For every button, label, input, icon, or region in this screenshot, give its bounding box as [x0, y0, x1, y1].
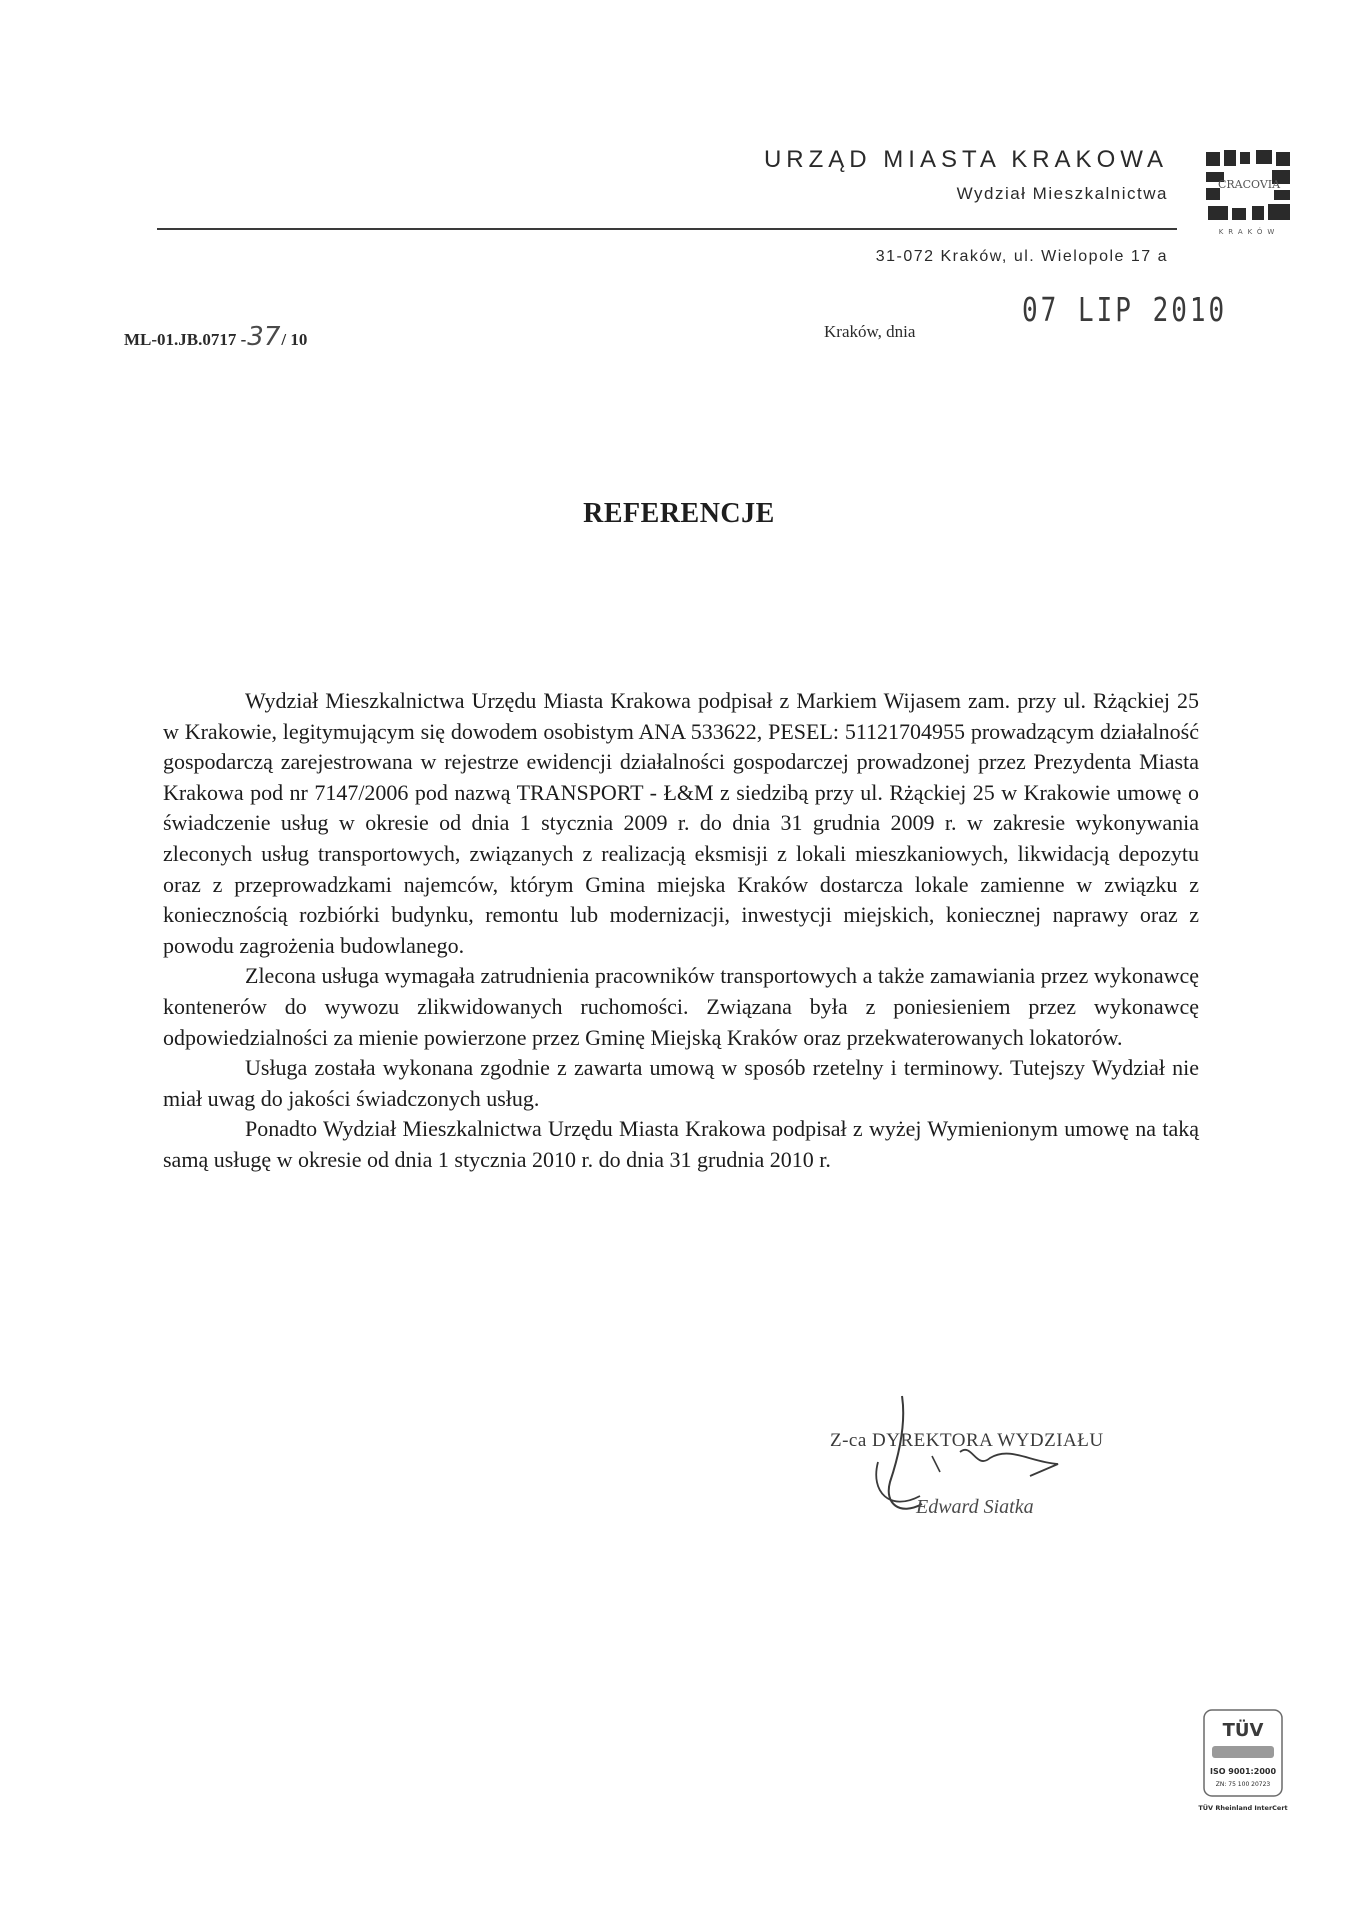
city-crest-logo	[1204, 148, 1294, 238]
signatory-name: Edward Siatka	[916, 1496, 1034, 1518]
certification-registration: ZN: 75 100 20723	[1215, 1781, 1271, 1788]
certification-mark: TÜV	[1222, 1720, 1264, 1741]
reference-handwritten-number: 37	[247, 322, 281, 352]
department-name: Wydział Mieszkalnictwa	[956, 184, 1168, 203]
reference-number	[124, 322, 307, 352]
body-paragraph-2: Zlecona usługa wymagała zatrudnienia pracowników transportowych a także zamawiania przez wykonawcę kontenerów do wywozu zlikwidowanych ruchomości. Związana była z poniesieniem przez wykonawcę odpowiedzialności za mienie powierzone przez Gminę Miejską Kraków oraz przekwaterowanych lokatorów.	[163, 963, 1199, 1050]
document-title: REFERENCJE	[583, 498, 775, 529]
date-stamp: 07 LIP 2010	[1022, 292, 1228, 330]
logo-text: CRACOVIA	[1217, 178, 1281, 191]
certification-standard: ISO 9001:2000	[1209, 1767, 1277, 1776]
office-name: URZĄD MIASTA KRAKOWA	[763, 146, 1168, 173]
signatory-title: Z-ca DYREKTORA WYDZIAŁU	[830, 1430, 1104, 1451]
reference-suffix: / 10	[281, 330, 308, 349]
body-paragraph-1: Wydział Mieszkalnictwa Urzędu Miasta Krakowa podpisał z Markiem Wijasem zam. przy ul. Rżąckiej 25 w Krakowie, legitymującym się dowodem osobistym ANA 533622, PESEL: 51121704955 prowadzącym działalność gospodarczą zarejestrowana w rejestrze ewidencji działalności gospodarczej prowadzonej przez Prezydenta Miasta Krakowa pod nr 7147/2006 pod nazwą TRANSPORT - Ł&M z siedzibą przy ul. Rżąckiej 25 w Krakowie umowę o świadczenie usług w okresie od dnia 1 stycznia 2009 r. do dnia 31 grudnia 2009 r. w zakresie wykonywania zleconych usług transportowych, związanych z realizacją eksmisji z lokali mieszkaniowych, likwidacją depozytu oraz z przeprowadzkami najemców, którym Gmina miejska Kraków dostarcza lokale zamienne w związku z koniecznością rozbiórki budynku, remontu lub modernizacji, inwestycji miejskich, koniecznej naprawy oraz z powodu zagrożenia budowlanego.	[163, 688, 1199, 958]
letterhead-divider	[157, 228, 1177, 230]
body-paragraph-3: Usługa została wykonana zgodnie z zawarta umową w sposób rzetelny i terminowy. Tutejszy Wydział nie miał uwag do jakości świadczonych usług.	[163, 1055, 1199, 1111]
tuv-certification-mark	[1188, 1706, 1298, 1826]
certification-issuer: TÜV Rheinland InterCert	[1198, 1804, 1288, 1812]
place-label: Kraków, dnia	[824, 322, 916, 341]
logo-caption: KRAKÓW	[1218, 228, 1280, 236]
reference-prefix: ML-01.JB.0717 -	[124, 330, 247, 349]
document-body	[163, 686, 1199, 1176]
office-address: 31-072 Kraków, ul. Wielopole 17 a	[875, 248, 1168, 265]
body-paragraph-4: Ponadto Wydział Mieszkalnictwa Urzędu Miasta Krakowa podpisał z wyżej Wymienionym umowę na taką samą usługę w okresie od dnia 1 stycznia 2010 r. do dnia 31 grudnia 2010 r.	[163, 1116, 1199, 1172]
